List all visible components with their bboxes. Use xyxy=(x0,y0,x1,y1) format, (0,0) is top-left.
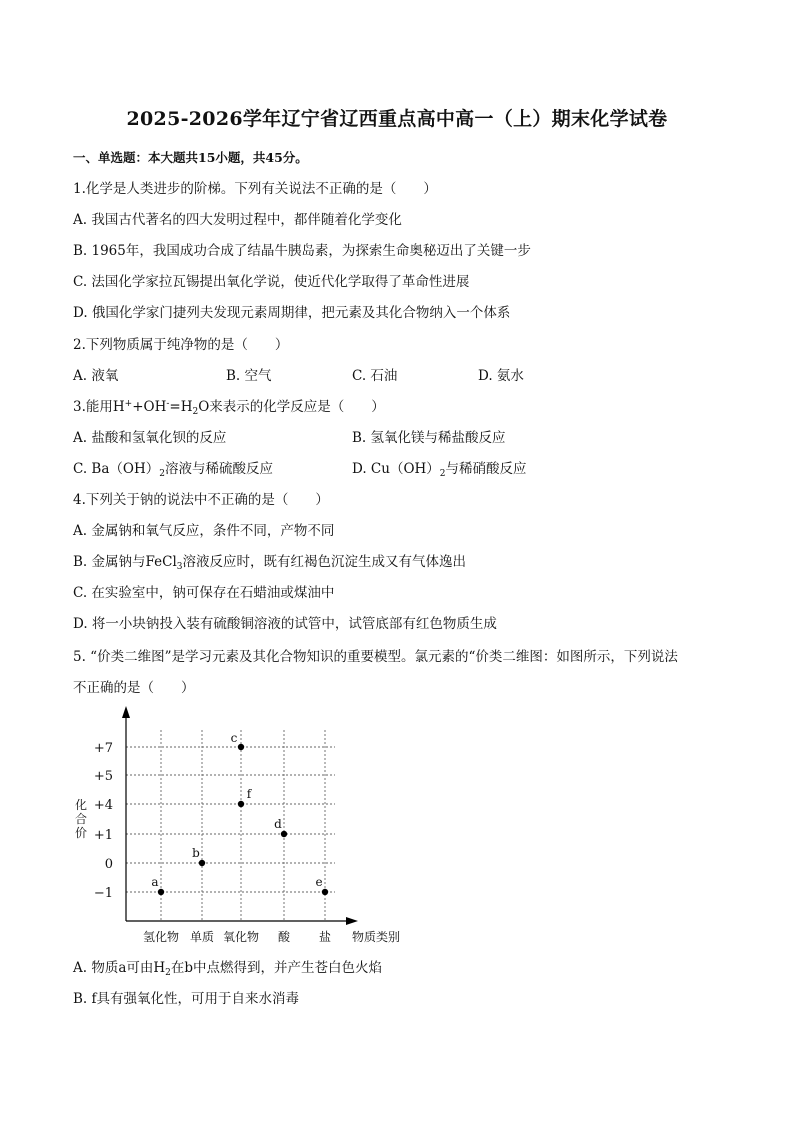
page-title: 2025-2026学年辽宁省辽西重点高中高一（上）期末化学试卷 xyxy=(126,108,668,130)
question-1-stem: 1.化学是人类进步的阶梯。下列有关说法不正确的是（ ） xyxy=(73,181,437,197)
question-4-stem: 4.下列关于钠的说法中不正确的是（ ） xyxy=(73,492,329,508)
question-3-option-a: A. 盐酸和氢氧化钡的反应 xyxy=(73,430,227,446)
x-category-label: 盐 xyxy=(318,930,332,944)
question-2-option-d: D. 氨水 xyxy=(478,368,524,384)
x-axis-label: 物质类别 xyxy=(351,930,401,944)
data-point-label-c: c xyxy=(230,731,238,745)
question-4-option-c: C. 在实验室中，钠可保存在石蜡油或煤油中 xyxy=(73,585,335,601)
valence-category-chart xyxy=(70,700,420,950)
y-axis-label-char: 合 xyxy=(74,812,88,826)
question-5-option-b: B. f具有强氧化性，可用于自来水消毒 xyxy=(73,991,299,1007)
data-point-a xyxy=(158,889,164,895)
question-3-option-d: D. $Cu(OH)_2$与稀硝酸反应 xyxy=(352,461,527,479)
question-2-stem: 2.下列物质属于纯净物的是（ ） xyxy=(73,337,289,353)
data-point-b xyxy=(199,860,205,866)
data-point-label-d: d xyxy=(274,817,282,831)
y-tick-label: +4 xyxy=(93,798,113,813)
x-category-label: 氧化物 xyxy=(222,930,260,944)
x-axis-arrow xyxy=(346,917,358,925)
data-point-label-f: f xyxy=(246,787,252,801)
y-tick-label: +1 xyxy=(93,828,113,843)
y-tick-label: −1 xyxy=(93,886,113,901)
question-3-option-c: C. $Ba(OH)_2$溶液与稀硫酸反应 xyxy=(73,461,273,479)
data-point-d xyxy=(281,831,287,837)
data-point-e xyxy=(322,889,328,895)
question-5-stem-line-1: 5. “价类二维图”是学习元素及其化合物知识的重要模型。氯元素的“价类二维图：如图所示，下列说法 xyxy=(73,649,678,665)
question-3-stem: 3.能用$H^++OH^-=H_2O$来表示的化学反应是（ ） xyxy=(73,399,385,417)
question-3-option-b: B. 氢氧化镁与稀盐酸反应 xyxy=(352,430,506,446)
section-heading: 一、单选题：本大题共15小题，共45分。 xyxy=(73,150,308,165)
data-point-label-b: b xyxy=(192,846,200,860)
question-2-option-a: A. 液氧 xyxy=(73,368,119,384)
data-point-f xyxy=(238,801,244,807)
x-category-label: 单质 xyxy=(189,930,215,944)
y-axis-label-char: 价 xyxy=(74,826,88,840)
question-4-option-b: B. 金属钠与FeCl$_3$溶液反应时，既有红褐色沉淀生成又有气体逸出 xyxy=(73,554,467,572)
y-axis-arrow xyxy=(122,706,130,718)
question-2-option-c: C. 石油 xyxy=(352,368,398,384)
y-tick-label: +5 xyxy=(93,769,113,784)
x-category-label: 酸 xyxy=(277,930,291,944)
question-4-option-d: D. 将一小块钠投入装有硫酸铜溶液的试管中，试管底部有红色物质生成 xyxy=(73,616,497,632)
question-5-stem-line-2: 不正确的是（ ） xyxy=(73,680,195,696)
question-2-option-b: B. 空气 xyxy=(226,368,272,384)
question-1-option-b: B. 1965年，我国成功合成了结晶牛胰岛素，为探索生命奥秘迈出了关键一步 xyxy=(73,243,531,259)
question-1-option-c: C. 法国化学家拉瓦锡提出氧化学说，使近代化学取得了革命性进展 xyxy=(73,274,470,290)
data-point-c xyxy=(238,744,244,750)
question-1-option-a: A. 我国古代著名的四大发明过程中，都伴随着化学变化 xyxy=(73,212,402,228)
question-5-option-a: A. 物质a可由$H_2$在b中点燃得到，并产生苍白色火焰 xyxy=(73,960,383,978)
data-point-label-a: a xyxy=(151,875,159,889)
question-4-option-a: A. 金属钠和氧气反应，条件不同，产物不同 xyxy=(73,523,335,539)
y-tick-label: 0 xyxy=(104,857,113,872)
question-1-option-d: D. 俄国化学家门捷列夫发现元素周期律，把元素及其化合物纳入一个体系 xyxy=(73,305,511,321)
y-axis-label-char: 化 xyxy=(74,798,88,812)
y-tick-label: +7 xyxy=(93,741,113,756)
data-point-label-e: e xyxy=(315,875,323,889)
x-category-label: 氢化物 xyxy=(142,930,180,944)
